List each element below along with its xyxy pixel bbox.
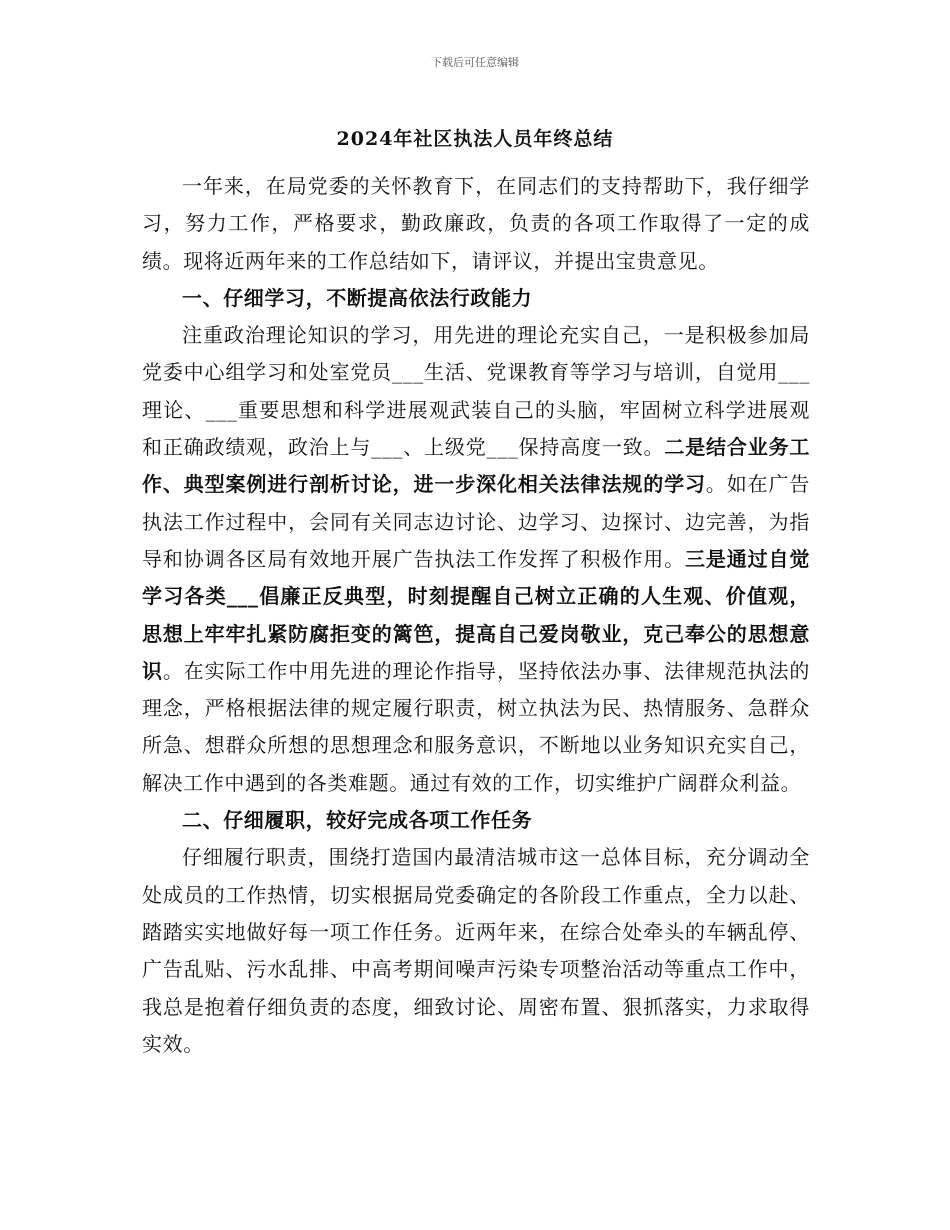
section-heading-2: 二、仔细履职，较好完成各项工作任务: [182, 808, 533, 833]
section-1-bold-b: 二是结合业务工作、典型案例进行剖析讨论，进一步深化相关法律法规的学习: [142, 435, 810, 497]
intro-paragraph: 一年来，在局党委的关怀教育下，在同志们的支持帮助下，我仔细学习，努力工作，严格要求，勤政廉政，负责的各项工作取得了一定的成绩。现将近两年来的工作总结如下，请评议，并提出宝贵意见。: [142, 174, 810, 273]
page-header-note: 下载后可任意编辑: [431, 56, 519, 69]
section-1-text-a: 注重政治理论知识的学习，用先进的理论充实自己，一是积极参加局党委中心组学习和处室党员___生活、党课教育等学习与培训，自觉用___理论、___重要思想和科学进展观武装自己的头脑，牢固树立科学进展观和正确政绩观，政治上与___、上级党___保持高度一致。: [142, 323, 810, 460]
section-heading-1: 一、仔细学习，不断提高依法行政能力: [182, 285, 533, 310]
section-1-text-e: 。在实际工作中用先进的理论作指导，坚持依法办事、法律规范执法的理念，严格根据法律的规定履行职责，树立执法为民、热情服务、急群众所急、想群众所想的思想理念和服务意识，不断地以业务知识充实自己，解决工作中遇到的各类难题。通过有效的工作，切实维护广阔群众利益。: [142, 658, 810, 795]
section-1-paragraph: [142, 317, 810, 802]
section-1-bold-d: 三是通过自觉学习各类___倡廉正反典型，时刻提醒自己树立正确的人生观、价值观，思想上牢牢扎紧防腐拒变的篱笆，提高自己爱岗敬业，克己奉公的思想意识: [142, 546, 810, 683]
document-title: 2024年社区执法人员年终总结: [336, 128, 614, 150]
section-1-text-c: 。如在广告执法工作过程中，会同有关同志边讨论、边学习、边探讨、边完善，为指导和协调各区局有效地开展广告执法工作发挥了积极作用。: [142, 472, 811, 571]
document-body: [142, 168, 810, 1063]
section-2-paragraph: 仔细履行职责，围绕打造国内最清洁城市这一总体目标，充分调动全处成员的工作热情，切实根据局党委确定的各阶段工作重点，全力以赴、踏踏实实地做好每一项工作任务。近两年来，在综合处牵头的车辆乱停、广告乱贴、污水乱排、中高考期间噪声污染专项整治活动等重点工作中，我总是抱着仔细负责的态度，细致讨论、周密布置、狠抓落实，力求取得实效。: [142, 845, 810, 1056]
